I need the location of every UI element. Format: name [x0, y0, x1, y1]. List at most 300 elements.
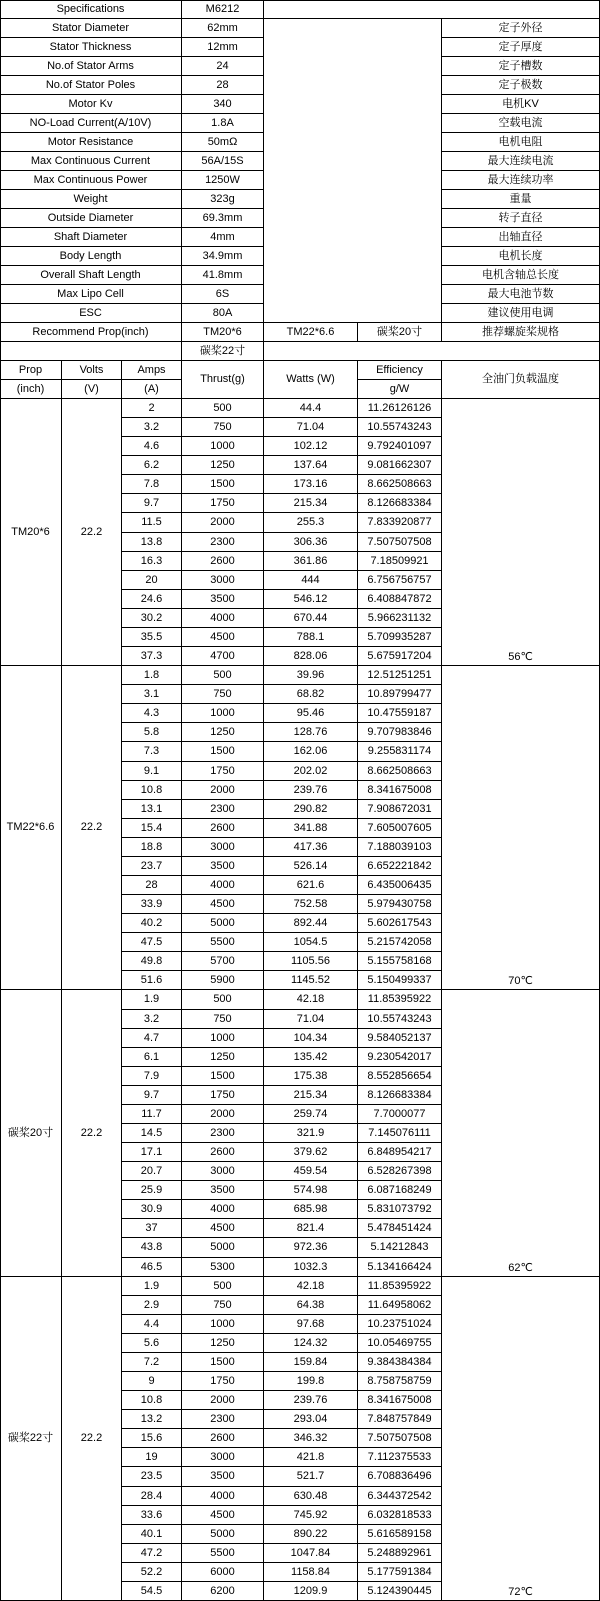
- amps-cell: 47.2: [122, 1544, 182, 1563]
- thrust-cell: 750: [182, 1296, 264, 1315]
- thrust-cell: 500: [182, 990, 264, 1010]
- efficiency-cell: 10.89799477: [358, 685, 442, 704]
- amps-cell: 28: [122, 876, 182, 895]
- recommend-blank-right: [264, 342, 600, 361]
- amps-cell: 49.8: [122, 952, 182, 971]
- spec-cn-label: 定子外径: [442, 19, 600, 38]
- thrust-cell: 4500: [182, 1219, 264, 1238]
- spec-value: 41.8mm: [182, 266, 264, 285]
- watts-cell: 102.12: [264, 437, 358, 456]
- group-prop-name: TM20*6: [0, 399, 62, 666]
- amps-cell: 37.3: [122, 647, 182, 666]
- amps-cell: 19: [122, 1448, 182, 1467]
- spec-cn-label: 电机电阻: [442, 133, 600, 152]
- watts-cell: 97.68: [264, 1315, 358, 1334]
- thrust-cell: 2000: [182, 513, 264, 533]
- watts-cell: 341.88: [264, 819, 358, 838]
- amps-cell: 15.4: [122, 819, 182, 838]
- watts-cell: 546.12: [264, 590, 358, 609]
- thrust-cell: 1250: [182, 456, 264, 475]
- amps-cell: 30.9: [122, 1200, 182, 1219]
- efficiency-cell: 6.087168249: [358, 1181, 442, 1200]
- amps-cell: 15.6: [122, 1429, 182, 1448]
- amps-cell: 5.6: [122, 1334, 182, 1353]
- group-volts: 22.2: [62, 399, 122, 666]
- amps-cell: 33.9: [122, 895, 182, 914]
- thrust-cell: 4500: [182, 895, 264, 914]
- thrust-cell: 2300: [182, 533, 264, 552]
- spec-value: 80A: [182, 304, 264, 323]
- watts-cell: 44.4: [264, 399, 358, 418]
- efficiency-cell: 8.662508663: [358, 475, 442, 494]
- thrust-cell: 500: [182, 666, 264, 685]
- amps-cell: 9: [122, 1372, 182, 1391]
- watts-cell: 104.34: [264, 1029, 358, 1048]
- watts-cell: 361.86: [264, 552, 358, 571]
- watts-cell: 1032.3: [264, 1258, 358, 1277]
- efficiency-cell: 11.64958062: [358, 1296, 442, 1315]
- efficiency-cell: 6.708836496: [358, 1467, 442, 1487]
- amps-cell: 4.7: [122, 1029, 182, 1048]
- thrust-cell: 6200: [182, 1582, 264, 1601]
- thrust-cell: 750: [182, 1010, 264, 1029]
- spec-label: Motor Resistance: [0, 133, 182, 152]
- amps-cell: 9.1: [122, 762, 182, 781]
- amps-cell: 30.2: [122, 609, 182, 628]
- col-header-amps-unit: (A): [122, 380, 182, 399]
- thrust-cell: 1500: [182, 475, 264, 494]
- efficiency-cell: 5.675917204: [358, 647, 442, 666]
- amps-cell: 37: [122, 1219, 182, 1238]
- efficiency-cell: 6.756756757: [358, 571, 442, 590]
- watts-cell: 255.3: [264, 513, 358, 533]
- amps-cell: 28.4: [122, 1487, 182, 1506]
- amps-cell: 18.8: [122, 838, 182, 857]
- watts-cell: 346.32: [264, 1429, 358, 1448]
- efficiency-cell: 9.584052137: [358, 1029, 442, 1048]
- efficiency-cell: 9.255831174: [358, 742, 442, 762]
- watts-cell: 135.42: [264, 1048, 358, 1067]
- efficiency-cell: 8.341675008: [358, 781, 442, 800]
- spec-value: 24: [182, 57, 264, 76]
- amps-cell: 23.7: [122, 857, 182, 876]
- col-header-volts: Volts: [62, 361, 122, 380]
- thrust-cell: 3500: [182, 590, 264, 609]
- thrust-cell: 4000: [182, 609, 264, 628]
- efficiency-cell: 6.435006435: [358, 876, 442, 895]
- watts-cell: 521.7: [264, 1467, 358, 1487]
- amps-cell: 35.5: [122, 628, 182, 647]
- spec-label: Weight: [0, 190, 182, 209]
- group-load-temperature: 56℃: [442, 399, 600, 666]
- thrust-cell: 2000: [182, 1105, 264, 1124]
- watts-cell: 259.74: [264, 1105, 358, 1124]
- spec-label: Overall Shaft Length: [0, 266, 182, 285]
- spec-value: 340: [182, 95, 264, 114]
- amps-cell: 11.7: [122, 1105, 182, 1124]
- amps-cell: 13.2: [122, 1410, 182, 1429]
- spec-label: Max Lipo Cell: [0, 285, 182, 304]
- amps-cell: 43.8: [122, 1238, 182, 1258]
- amps-cell: 2: [122, 399, 182, 418]
- thrust-cell: 1000: [182, 1315, 264, 1334]
- efficiency-cell: 10.05469755: [358, 1334, 442, 1353]
- watts-cell: 892.44: [264, 914, 358, 933]
- watts-cell: 124.32: [264, 1334, 358, 1353]
- spec-value: 1250W: [182, 171, 264, 190]
- amps-cell: 4.6: [122, 437, 182, 456]
- efficiency-cell: 11.26126126: [358, 399, 442, 418]
- thrust-cell: 1750: [182, 1372, 264, 1391]
- thrust-cell: 500: [182, 1277, 264, 1296]
- efficiency-cell: 5.150499337: [358, 971, 442, 990]
- thrust-cell: 3500: [182, 1181, 264, 1200]
- efficiency-cell: 5.616589158: [358, 1525, 442, 1544]
- amps-cell: 5.8: [122, 723, 182, 742]
- efficiency-cell: 7.605007605: [358, 819, 442, 838]
- spec-cn-label: 定子极数: [442, 76, 600, 95]
- efficiency-cell: 5.215742058: [358, 933, 442, 952]
- col-header-temperature: 全油门负载温度: [442, 361, 600, 399]
- watts-cell: 293.04: [264, 1410, 358, 1429]
- watts-cell: 828.06: [264, 647, 358, 666]
- thrust-cell: 1750: [182, 762, 264, 781]
- thrust-cell: 1250: [182, 723, 264, 742]
- spec-value: 62mm: [182, 19, 264, 38]
- col-header-thrust: Thrust(g): [182, 361, 264, 399]
- amps-cell: 7.3: [122, 742, 182, 762]
- col-header-volts-unit: (V): [62, 380, 122, 399]
- group-load-temperature: 70℃: [442, 666, 600, 990]
- watts-cell: 95.46: [264, 704, 358, 723]
- watts-cell: 128.76: [264, 723, 358, 742]
- amps-cell: 6.1: [122, 1048, 182, 1067]
- group-prop-name: 碳桨22寸: [0, 1277, 62, 1601]
- efficiency-cell: 9.081662307: [358, 456, 442, 475]
- efficiency-cell: 5.979430758: [358, 895, 442, 914]
- thrust-cell: 2600: [182, 552, 264, 571]
- efficiency-cell: 7.112375533: [358, 1448, 442, 1467]
- spec-value: 56A/15S: [182, 152, 264, 171]
- spec-cn-label: 电机KV: [442, 95, 600, 114]
- watts-cell: 71.04: [264, 418, 358, 437]
- thrust-cell: 1500: [182, 742, 264, 762]
- efficiency-cell: 11.85395922: [358, 1277, 442, 1296]
- group-volts: 22.2: [62, 990, 122, 1277]
- spec-value: 6S: [182, 285, 264, 304]
- spec-header-blank: [264, 0, 600, 19]
- efficiency-cell: 5.248892961: [358, 1544, 442, 1563]
- watts-cell: 137.64: [264, 456, 358, 475]
- amps-cell: 7.8: [122, 475, 182, 494]
- amps-cell: 47.5: [122, 933, 182, 952]
- efficiency-cell: 8.662508663: [358, 762, 442, 781]
- amps-cell: 13.1: [122, 800, 182, 819]
- thrust-cell: 2600: [182, 1143, 264, 1162]
- efficiency-cell: 10.55743243: [358, 1010, 442, 1029]
- recommend-prop-2: TM22*6.6: [264, 323, 358, 342]
- watts-cell: 685.98: [264, 1200, 358, 1219]
- thrust-cell: 3000: [182, 838, 264, 857]
- watts-cell: 239.76: [264, 781, 358, 800]
- efficiency-cell: 7.507507508: [358, 533, 442, 552]
- thrust-cell: 4500: [182, 1506, 264, 1525]
- amps-cell: 7.2: [122, 1353, 182, 1372]
- efficiency-cell: 7.188039103: [358, 838, 442, 857]
- spec-label: No.of Stator Poles: [0, 76, 182, 95]
- thrust-cell: 5900: [182, 971, 264, 990]
- thrust-cell: 1500: [182, 1353, 264, 1372]
- efficiency-cell: 5.134166424: [358, 1258, 442, 1277]
- amps-cell: 33.6: [122, 1506, 182, 1525]
- amps-cell: 16.3: [122, 552, 182, 571]
- watts-cell: 417.36: [264, 838, 358, 857]
- efficiency-cell: 12.51251251: [358, 666, 442, 685]
- spec-label: No.of Stator Arms: [0, 57, 182, 76]
- spec-value: 69.3mm: [182, 209, 264, 228]
- thrust-cell: 1750: [182, 1086, 264, 1105]
- spec-header-label: Specifications: [0, 0, 182, 19]
- thrust-cell: 5000: [182, 914, 264, 933]
- efficiency-cell: 6.408847872: [358, 590, 442, 609]
- efficiency-cell: 10.23751024: [358, 1315, 442, 1334]
- thrust-cell: 4500: [182, 628, 264, 647]
- efficiency-cell: 9.230542017: [358, 1048, 442, 1067]
- efficiency-cell: 8.126683384: [358, 1086, 442, 1105]
- watts-cell: 199.8: [264, 1372, 358, 1391]
- spec-value: 50mΩ: [182, 133, 264, 152]
- recommend-prop-1: TM20*6: [182, 323, 264, 342]
- watts-cell: 670.44: [264, 609, 358, 628]
- watts-cell: 788.1: [264, 628, 358, 647]
- thrust-cell: 750: [182, 418, 264, 437]
- spec-label: Shaft Diameter: [0, 228, 182, 247]
- efficiency-cell: 5.155758168: [358, 952, 442, 971]
- thrust-cell: 5700: [182, 952, 264, 971]
- spec-cn-label: 空载电流: [442, 114, 600, 133]
- thrust-cell: 5500: [182, 933, 264, 952]
- watts-cell: 745.92: [264, 1506, 358, 1525]
- spec-blank-area: [264, 19, 442, 323]
- watts-cell: 215.34: [264, 1086, 358, 1105]
- amps-cell: 9.7: [122, 1086, 182, 1105]
- thrust-cell: 5000: [182, 1238, 264, 1258]
- amps-cell: 1.9: [122, 990, 182, 1010]
- spec-value: 1.8A: [182, 114, 264, 133]
- efficiency-cell: 8.341675008: [358, 1391, 442, 1410]
- spec-label: Max Continuous Current: [0, 152, 182, 171]
- watts-cell: 421.8: [264, 1448, 358, 1467]
- thrust-cell: 750: [182, 685, 264, 704]
- thrust-cell: 1250: [182, 1334, 264, 1353]
- thrust-cell: 1750: [182, 494, 264, 513]
- amps-cell: 4.4: [122, 1315, 182, 1334]
- spec-label: NO-Load Current(A/10V): [0, 114, 182, 133]
- watts-cell: 444: [264, 571, 358, 590]
- spec-label: ESC: [0, 304, 182, 323]
- amps-cell: 17.1: [122, 1143, 182, 1162]
- watts-cell: 1105.56: [264, 952, 358, 971]
- efficiency-cell: 9.792401097: [358, 437, 442, 456]
- watts-cell: 821.4: [264, 1219, 358, 1238]
- efficiency-cell: 6.848954217: [358, 1143, 442, 1162]
- amps-cell: 4.3: [122, 704, 182, 723]
- thrust-cell: 2600: [182, 819, 264, 838]
- watts-cell: 630.48: [264, 1487, 358, 1506]
- amps-cell: 7.9: [122, 1067, 182, 1086]
- group-prop-name: TM22*6.6: [0, 666, 62, 990]
- thrust-cell: 1000: [182, 437, 264, 456]
- amps-cell: 14.5: [122, 1124, 182, 1143]
- amps-cell: 3.2: [122, 418, 182, 437]
- recommend-prop-label: Recommend Prop(inch): [0, 323, 182, 342]
- thrust-cell: 2300: [182, 1410, 264, 1429]
- amps-cell: 1.9: [122, 1277, 182, 1296]
- spec-label: Motor Kv: [0, 95, 182, 114]
- spec-cn-label: 建议使用电调: [442, 304, 600, 323]
- watts-cell: 239.76: [264, 1391, 358, 1410]
- thrust-cell: 1500: [182, 1067, 264, 1086]
- watts-cell: 42.18: [264, 990, 358, 1010]
- watts-cell: 215.34: [264, 494, 358, 513]
- watts-cell: 459.54: [264, 1162, 358, 1181]
- watts-cell: 175.38: [264, 1067, 358, 1086]
- efficiency-cell: 7.7000077: [358, 1105, 442, 1124]
- spec-cn-label: 最大连续电流: [442, 152, 600, 171]
- col-header-amps: Amps: [122, 361, 182, 380]
- spec-cn-label: 出轴直径: [442, 228, 600, 247]
- efficiency-cell: 7.848757849: [358, 1410, 442, 1429]
- amps-cell: 10.8: [122, 1391, 182, 1410]
- amps-cell: 1.8: [122, 666, 182, 685]
- thrust-cell: 1250: [182, 1048, 264, 1067]
- amps-cell: 9.7: [122, 494, 182, 513]
- col-header-watts: Watts (W): [264, 361, 358, 399]
- amps-cell: 6.2: [122, 456, 182, 475]
- thrust-cell: 5000: [182, 1525, 264, 1544]
- group-volts: 22.2: [62, 1277, 122, 1601]
- spec-cn-label: 重量: [442, 190, 600, 209]
- watts-cell: 1054.5: [264, 933, 358, 952]
- spec-value: 323g: [182, 190, 264, 209]
- recommend-prop-cn: 推荐螺旋桨规格: [442, 323, 600, 342]
- amps-cell: 40.2: [122, 914, 182, 933]
- watts-cell: 890.22: [264, 1525, 358, 1544]
- spec-value: 4mm: [182, 228, 264, 247]
- spec-cn-label: 最大连续功率: [442, 171, 600, 190]
- spec-cn-label: 最大电池节数: [442, 285, 600, 304]
- efficiency-cell: 5.124390445: [358, 1582, 442, 1601]
- thrust-cell: 3000: [182, 571, 264, 590]
- watts-cell: 159.84: [264, 1353, 358, 1372]
- amps-cell: 54.5: [122, 1582, 182, 1601]
- recommend-prop-4: 碳桨22寸: [182, 342, 264, 361]
- thrust-cell: 4000: [182, 1200, 264, 1219]
- efficiency-cell: 5.602617543: [358, 914, 442, 933]
- watts-cell: 1047.84: [264, 1544, 358, 1563]
- spec-label: Body Length: [0, 247, 182, 266]
- efficiency-cell: 8.126683384: [358, 494, 442, 513]
- watts-cell: 173.16: [264, 475, 358, 494]
- group-volts: 22.2: [62, 666, 122, 990]
- thrust-cell: 2300: [182, 800, 264, 819]
- efficiency-cell: 11.85395922: [358, 990, 442, 1010]
- amps-cell: 46.5: [122, 1258, 182, 1277]
- col-header-efficiency-unit: g/W: [358, 380, 442, 399]
- thrust-cell: 2600: [182, 1429, 264, 1448]
- group-prop-name: 碳桨20寸: [0, 990, 62, 1277]
- watts-cell: 1145.52: [264, 971, 358, 990]
- watts-cell: 202.02: [264, 762, 358, 781]
- watts-cell: 321.9: [264, 1124, 358, 1143]
- efficiency-cell: 6.652221842: [358, 857, 442, 876]
- watts-cell: 1158.84: [264, 1563, 358, 1582]
- watts-cell: 526.14: [264, 857, 358, 876]
- thrust-cell: 2300: [182, 1124, 264, 1143]
- spec-model-value: M6212: [182, 0, 264, 19]
- spec-cn-label: 定子槽数: [442, 57, 600, 76]
- recommend-blank-left: [0, 342, 182, 361]
- thrust-cell: 3500: [182, 857, 264, 876]
- efficiency-cell: 5.831073792: [358, 1200, 442, 1219]
- efficiency-cell: 9.707983846: [358, 723, 442, 742]
- thrust-cell: 5300: [182, 1258, 264, 1277]
- amps-cell: 20.7: [122, 1162, 182, 1181]
- amps-cell: 23.5: [122, 1467, 182, 1487]
- spec-value: 34.9mm: [182, 247, 264, 266]
- watts-cell: 1209.9: [264, 1582, 358, 1601]
- efficiency-cell: 8.552856654: [358, 1067, 442, 1086]
- watts-cell: 64.38: [264, 1296, 358, 1315]
- watts-cell: 752.58: [264, 895, 358, 914]
- spec-label: Outside Diameter: [0, 209, 182, 228]
- thrust-cell: 4700: [182, 647, 264, 666]
- col-header-prop-unit: (inch): [0, 380, 62, 399]
- watts-cell: 68.82: [264, 685, 358, 704]
- efficiency-cell: 9.384384384: [358, 1353, 442, 1372]
- watts-cell: 42.18: [264, 1277, 358, 1296]
- efficiency-cell: 5.14212843: [358, 1238, 442, 1258]
- amps-cell: 2.9: [122, 1296, 182, 1315]
- watts-cell: 621.6: [264, 876, 358, 895]
- thrust-cell: 2000: [182, 1391, 264, 1410]
- amps-cell: 25.9: [122, 1181, 182, 1200]
- efficiency-cell: 5.478451424: [358, 1219, 442, 1238]
- col-header-prop: Prop: [0, 361, 62, 380]
- amps-cell: 51.6: [122, 971, 182, 990]
- efficiency-cell: 6.528267398: [358, 1162, 442, 1181]
- efficiency-cell: 8.758758759: [358, 1372, 442, 1391]
- thrust-cell: 4000: [182, 876, 264, 895]
- efficiency-cell: 5.966231132: [358, 609, 442, 628]
- spec-label: Stator Thickness: [0, 38, 182, 57]
- watts-cell: 972.36: [264, 1238, 358, 1258]
- efficiency-cell: 7.145076111: [358, 1124, 442, 1143]
- efficiency-cell: 7.18509921: [358, 552, 442, 571]
- amps-cell: 24.6: [122, 590, 182, 609]
- spec-value: 28: [182, 76, 264, 95]
- spec-label: Max Continuous Power: [0, 171, 182, 190]
- thrust-cell: 4000: [182, 1487, 264, 1506]
- efficiency-cell: 10.47559187: [358, 704, 442, 723]
- efficiency-cell: 10.55743243: [358, 418, 442, 437]
- amps-cell: 40.1: [122, 1525, 182, 1544]
- recommend-prop-3: 碳桨20寸: [358, 323, 442, 342]
- efficiency-cell: 7.833920877: [358, 513, 442, 533]
- watts-cell: 379.62: [264, 1143, 358, 1162]
- amps-cell: 13.8: [122, 533, 182, 552]
- thrust-cell: 3000: [182, 1448, 264, 1467]
